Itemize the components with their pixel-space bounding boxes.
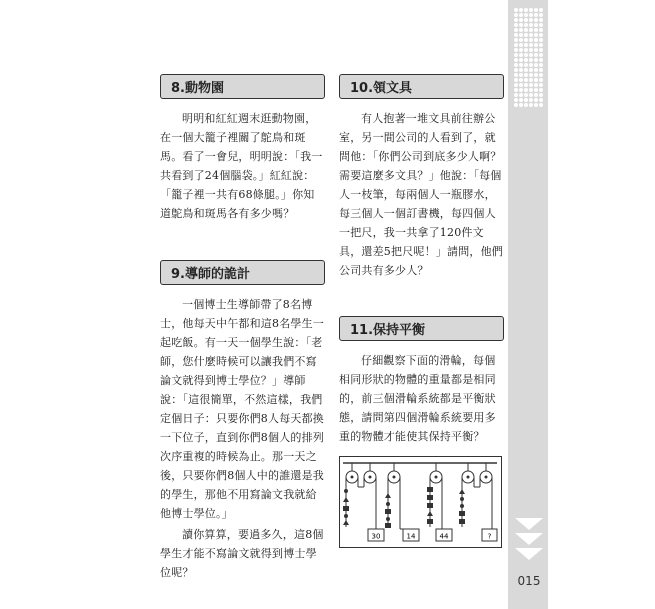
decorative-dot <box>524 18 528 22</box>
decorative-dot <box>519 93 523 97</box>
decorative-dot <box>534 38 538 42</box>
decorative-dot <box>529 13 533 17</box>
decorative-dot <box>524 103 528 107</box>
weight-label: 44 <box>439 532 449 541</box>
pulley-system-3 <box>427 463 452 541</box>
decorative-dot <box>529 88 533 92</box>
decorative-dot <box>534 68 538 72</box>
weight-label: 14 <box>406 532 416 541</box>
decorative-dot <box>519 18 523 22</box>
decorative-dot <box>529 43 533 47</box>
decorative-dot <box>539 68 543 72</box>
decorative-dot <box>534 8 538 12</box>
decorative-dot <box>534 78 538 82</box>
decorative-dot <box>539 43 543 47</box>
dot-pattern <box>514 8 544 108</box>
decorative-dot <box>529 103 533 107</box>
decorative-dot <box>519 98 523 102</box>
decorative-dot <box>514 98 518 102</box>
decorative-dot <box>534 83 538 87</box>
weight-label: ? <box>487 532 492 541</box>
decorative-dot <box>524 48 528 52</box>
decorative-dot <box>514 33 518 37</box>
decorative-dot <box>524 63 528 67</box>
paragraph: 讀你算算，要過多久，這8個學生才能不寫論文就得到博士學位呢？ <box>160 528 324 579</box>
decorative-dot <box>534 33 538 37</box>
decorative-dot <box>524 68 528 72</box>
decorative-dot <box>519 103 523 107</box>
section-body <box>160 109 325 223</box>
decorative-dot <box>529 23 533 27</box>
decorative-dot <box>524 88 528 92</box>
decorative-dot <box>524 93 528 97</box>
decorative-dot <box>519 68 523 72</box>
decorative-dot <box>519 13 523 17</box>
decorative-dot <box>534 63 538 67</box>
decorative-dot <box>539 18 543 22</box>
decorative-dot <box>514 58 518 62</box>
decorative-dot <box>524 53 528 57</box>
decorative-dot <box>519 73 523 77</box>
decorative-dot <box>519 33 523 37</box>
decorative-dot <box>539 103 543 107</box>
decorative-dot <box>529 63 533 67</box>
section-header: 8.動物園 <box>160 74 325 99</box>
section-header: 10.領文具 <box>339 74 504 99</box>
decorative-dot <box>534 43 538 47</box>
decorative-dot <box>524 83 528 87</box>
decorative-dot <box>514 8 518 12</box>
decorative-dot <box>534 28 538 32</box>
decorative-dot <box>534 13 538 17</box>
pulley-figure <box>339 456 502 548</box>
decorative-dot <box>539 8 543 12</box>
decorative-dot <box>529 68 533 72</box>
decorative-dot <box>539 38 543 42</box>
chevron-down-icon <box>515 518 543 562</box>
paragraph: 一個博士生導師帶了8名博士，他每天中午都和這8名學生一起吃飯。有一天一個學生說：「老師，您什麼時候可以讓我們不寫論文就得到博士學位？」導師說：「這很簡單，不然這樣，我們定個日子：只要你們8人每天都換一下位子，直到你們8個人的排列次序重複的時候為止。那一天之後，只要你們8個人中的誰還是我的學生，那他不用寫論文我就給他博士學位。」 <box>160 298 324 520</box>
decorative-dot <box>529 73 533 77</box>
decorative-dot <box>539 28 543 32</box>
decorative-dot <box>539 53 543 57</box>
decorative-dot <box>514 23 518 27</box>
decorative-dot <box>524 58 528 62</box>
decorative-dot <box>524 38 528 42</box>
decorative-dot <box>514 83 518 87</box>
decorative-dot <box>529 48 533 52</box>
decorative-dot <box>519 8 523 12</box>
paragraph: 明明和紅紅週末逛動物園，在一個大籠子裡關了鴕鳥和斑馬。看了一會兒，明明說：「我一共看到了24個腦袋。」紅紅說：「籠子裡一共有68條腿。」你知道鴕鳥和斑馬各有多少嗎？ <box>160 112 323 220</box>
decorative-dot <box>529 53 533 57</box>
decorative-dot <box>514 48 518 52</box>
decorative-dot <box>524 13 528 17</box>
decorative-dot <box>514 93 518 97</box>
section-9 <box>160 260 325 582</box>
decorative-dot <box>519 78 523 82</box>
decorative-dot <box>534 98 538 102</box>
decorative-dot <box>534 93 538 97</box>
decorative-dot <box>539 23 543 27</box>
decorative-dot <box>534 48 538 52</box>
decorative-dot <box>539 78 543 82</box>
decorative-dot <box>514 103 518 107</box>
decorative-dot <box>519 53 523 57</box>
decorative-dot <box>539 13 543 17</box>
decorative-dot <box>514 88 518 92</box>
section-header: 9.導師的詭計 <box>160 260 325 285</box>
page-number: 015 <box>517 574 541 588</box>
decorative-dot <box>529 58 533 62</box>
decorative-dot <box>534 103 538 107</box>
decorative-dot <box>524 73 528 77</box>
decorative-dot <box>534 23 538 27</box>
section-11 <box>339 316 504 446</box>
decorative-dot <box>514 38 518 42</box>
decorative-dot <box>524 28 528 32</box>
decorative-dot <box>529 98 533 102</box>
decorative-dot <box>524 43 528 47</box>
section-body <box>339 109 504 280</box>
decorative-dot <box>519 48 523 52</box>
decorative-dot <box>534 88 538 92</box>
decorative-dot <box>519 38 523 42</box>
decorative-dot <box>519 28 523 32</box>
decorative-dot <box>514 68 518 72</box>
decorative-dot <box>539 63 543 67</box>
decorative-dot <box>534 18 538 22</box>
section-body <box>339 351 504 446</box>
pulley-system-4 <box>459 463 497 541</box>
pulley-system-1 <box>343 463 384 541</box>
decorative-dot <box>514 53 518 57</box>
decorative-dot <box>514 13 518 17</box>
decorative-dot <box>529 93 533 97</box>
decorative-dot <box>539 88 543 92</box>
decorative-dot <box>539 58 543 62</box>
paragraph: 仔細觀察下面的滑輪，每個相同形狀的物體的重量都是相同的，前三個滑輪系統都是平衡狀態，請問第四個滑輪系統要用多重的物體才能使其保持平衡？ <box>339 354 496 443</box>
decorative-dot <box>534 73 538 77</box>
decorative-dot <box>514 73 518 77</box>
decorative-dot <box>524 8 528 12</box>
decorative-dot <box>519 83 523 87</box>
decorative-dot <box>529 8 533 12</box>
decorative-dot <box>539 83 543 87</box>
section-10 <box>339 74 504 280</box>
decorative-dot <box>519 88 523 92</box>
decorative-dot <box>514 63 518 67</box>
paragraph: 有人抱著一堆文具前往辦公室，另一間公司的人看到了，就問他：「你們公司到底多少人啊？需要這麼多文具？」他說：「每個人一枝筆，每兩個人一瓶膠水，每三個人一個訂書機，每四個人一把尺，我一共拿了120件文具，還差5把尺呢！」請問，他們公司共有多少人？ <box>339 112 503 277</box>
decorative-dot <box>529 28 533 32</box>
decorative-dot <box>514 43 518 47</box>
pulley-system-2 <box>385 463 419 541</box>
weight-label: 30 <box>371 532 381 541</box>
section-body <box>160 295 325 582</box>
section-header: 11.保持平衡 <box>339 316 504 341</box>
decorative-dot <box>514 78 518 82</box>
decorative-dot <box>519 58 523 62</box>
decorative-dot <box>524 78 528 82</box>
decorative-dot <box>529 38 533 42</box>
decorative-dot <box>519 23 523 27</box>
decorative-dot <box>539 48 543 52</box>
decorative-dot <box>529 78 533 82</box>
decorative-dot <box>519 43 523 47</box>
decorative-dot <box>519 63 523 67</box>
decorative-dot <box>524 98 528 102</box>
decorative-dot <box>539 93 543 97</box>
decorative-dot <box>534 58 538 62</box>
decorative-dot <box>524 33 528 37</box>
decorative-dot <box>529 18 533 22</box>
decorative-dot <box>539 33 543 37</box>
decorative-dot <box>534 53 538 57</box>
decorative-dot <box>539 98 543 102</box>
section-8 <box>160 74 325 223</box>
decorative-dot <box>539 73 543 77</box>
decorative-dot <box>514 28 518 32</box>
decorative-dot <box>524 23 528 27</box>
decorative-dot <box>529 33 533 37</box>
decorative-dot <box>514 18 518 22</box>
decorative-dot <box>529 83 533 87</box>
